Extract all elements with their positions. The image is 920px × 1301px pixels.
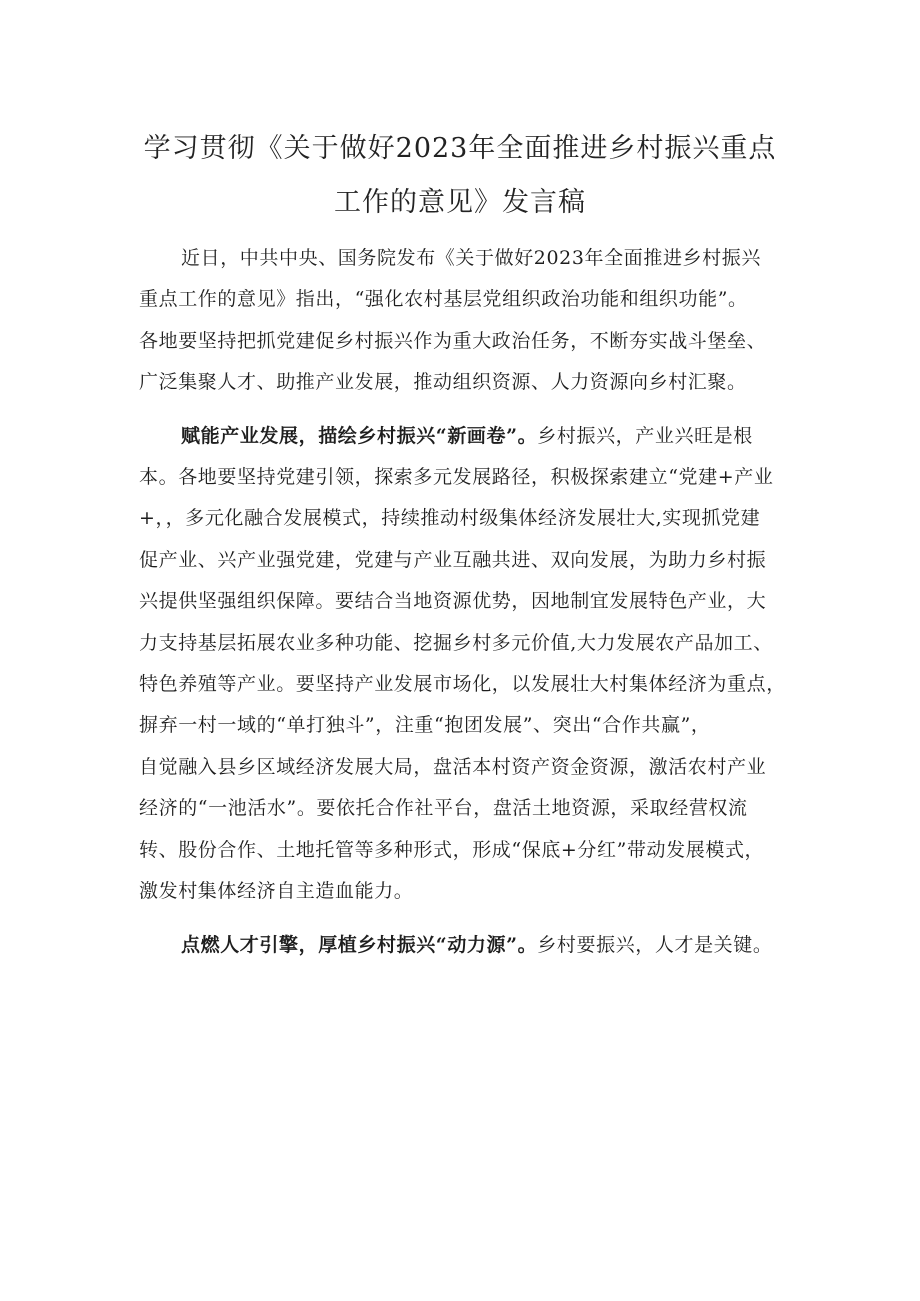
- paragraph-lead: 点燃人才引擎，厚植乡村振兴“动力源”。: [181, 933, 538, 956]
- paragraph-line: 本。各地要坚持党建引领，探索多元发展路径，积极探索建立“党建+产业: [139, 466, 774, 489]
- paragraph-line: 经济的“一池活水”。要依托合作社平台，盘活土地资源，采取经营权流: [139, 797, 748, 820]
- paragraph-line: 转、股份合作、土地托管等多种形式，形成“保底+分红”带动发展模式，: [139, 838, 765, 861]
- paragraph-line: 自觉融入县乡区域经济发展大局，盘活本村资产资金资源，激活农村产业: [139, 755, 767, 778]
- paragraph-first-line: [139, 925, 795, 966]
- paragraph-line: 摒弃一村一域的“单打独斗”，注重“抱团发展”、突出“合作共赢”，: [139, 714, 711, 737]
- paragraph-line: 力支持基层拓展农业多种功能、挖掘乡村多元价值,大力发展农产品加工、: [139, 631, 773, 654]
- page-title: [80, 122, 840, 230]
- paragraph-first-line: [139, 416, 795, 457]
- paragraph-line: +，，多元化融合发展模式，持续推动村级集体经济发展壮大,实现抓党建: [139, 507, 761, 530]
- paragraph-line: 各地要坚持把抓党建促乡村振兴作为重大政治任务，不断夯实战斗堡垒、: [139, 329, 767, 352]
- title-line-1: 学习贯彻《关于做好2023年全面推进乡村振兴重点: [143, 133, 777, 164]
- paragraph-1: [139, 238, 795, 404]
- title-line-2: 工作的意见》发言稿: [334, 187, 586, 218]
- paragraph-2: [139, 416, 795, 913]
- paragraph-line: 重点工作的意见》指出，“强化农村基层党组织政治功能和组织功能”。: [139, 288, 748, 311]
- paragraph-line: 兴提供坚强组织保障。要结合当地资源优势，因地制宜发展特色产业，大: [139, 590, 767, 613]
- document-body: [139, 238, 795, 966]
- paragraph-line: 激发村集体经济自主造血能力。: [139, 880, 414, 903]
- paragraph-lead: 赋能产业发展，描绘乡村振兴“新画卷”。: [181, 424, 538, 447]
- paragraph-first-rest: 乡村要振兴，人才是关键。: [537, 933, 773, 956]
- paragraph-first-rest: 乡村振兴，产业兴旺是根: [537, 424, 753, 447]
- paragraph-line: 特色养殖等产业。要坚持产业发展市场化，以发展壮大村集体经济为重点，: [139, 673, 786, 696]
- paragraph-3: [139, 925, 795, 966]
- paragraph-line: 广泛集聚人才、助推产业发展，推动组织资源、人力资源向乡村汇聚。: [139, 371, 747, 394]
- paragraph-line: 促产业、兴产业强党建，党建与产业互融共进、双向发展，为助力乡村振: [139, 548, 767, 571]
- paragraph-line: 近日，中共中央、国务院发布《关于做好2023年全面推进乡村振兴: [181, 247, 761, 269]
